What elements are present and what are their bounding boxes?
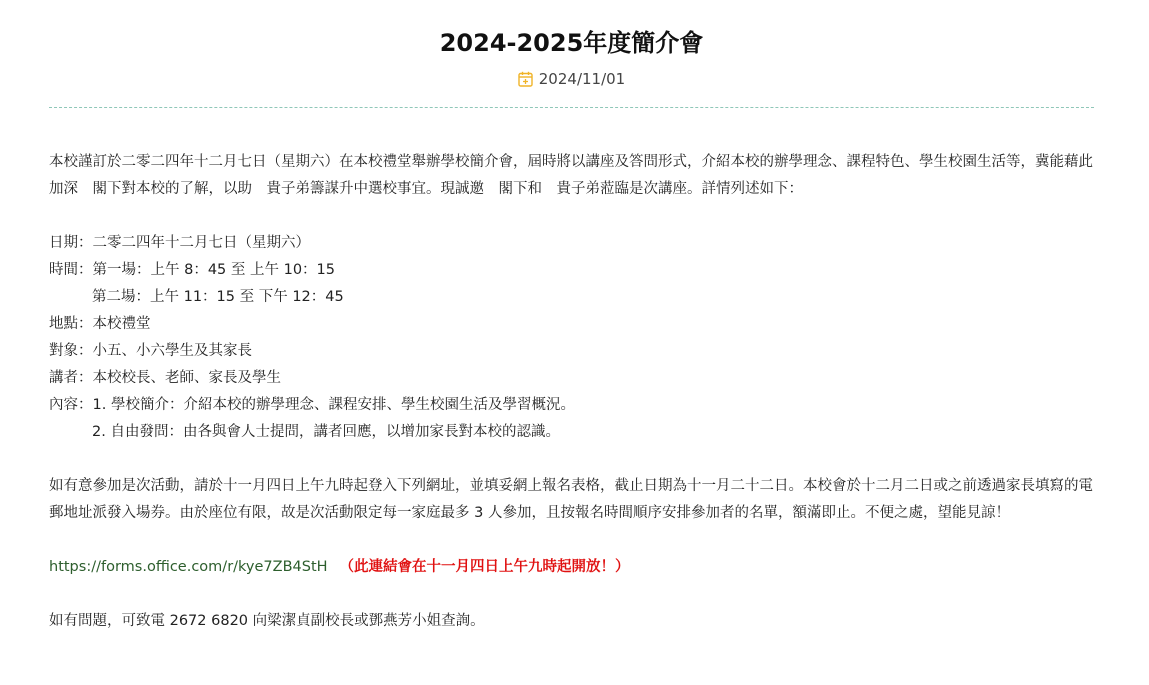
speaker-value: 本校校長、老師、家長及學生 <box>92 370 281 386</box>
content-item-2: 2. 自由發問：由各與會人士提問，講者回應，以增加家長對本校的認識。 <box>92 424 560 440</box>
date-value: 二零二四年十二月七日（星期六） <box>92 235 310 251</box>
detail-content <box>49 392 1094 419</box>
article <box>49 0 1094 635</box>
page-title: 2024-2025年度簡介會 <box>439 29 704 57</box>
detail-date <box>49 230 1094 257</box>
calendar-icon <box>518 71 533 87</box>
time-session-2: 第二場：上午 11：15 至 下午 12：45 <box>92 289 344 305</box>
detail-speaker <box>49 365 1094 392</box>
detail-audience <box>49 338 1094 365</box>
article-body <box>49 149 1094 635</box>
venue-label: 地點： <box>49 316 93 332</box>
content-label: 內容： <box>49 397 93 413</box>
post-meta <box>49 68 1094 90</box>
link-open-notice: （此連結會在十一月四日上午九時起開放！） <box>339 559 630 575</box>
detail-time-2 <box>49 284 1094 311</box>
registration-paragraph: 如有意參加是次活動，請於十一月四日上午九時起登入下列網址，並填妥網上報名表格，截止日期為十一月二十二日。本校會於十二月二日或之前透過家長填寫的電郵地址派發入場券。由於座位有限，故是次活動限定每一家庭最多 3 人參加，且按報名時間順序安排參加者的名單，額滿即止。不便之處，望能見諒！ <box>49 478 1093 521</box>
post-date: 2024/11/01 <box>538 70 626 88</box>
audience-label: 對象： <box>49 343 93 359</box>
detail-content-2 <box>49 419 1094 446</box>
date-label: 日期： <box>49 235 93 251</box>
content-item-1: 1. 學校簡介：介紹本校的辦學理念、課程安排、學生校園生活及學習概況。 <box>92 397 575 413</box>
link-paragraph <box>49 554 1094 581</box>
intro-paragraph: 本校謹訂於二零二四年十二月七日（星期六）在本校禮堂舉辦學校簡介會，屆時將以講座及答問形式，介紹本校的辦學理念、課程特色、學生校園生活等，冀能藉此加深 閣下對本校的了解，以助 貴子弟籌謀升中選校事宜。現誠邀 閣下和 貴子弟蒞臨是次講座。詳情列述如下： <box>49 154 1093 197</box>
speaker-label: 講者： <box>49 370 93 386</box>
time-label: 時間： <box>49 262 93 278</box>
audience-value: 小五、小六學生及其家長 <box>92 343 252 359</box>
venue-value: 本校禮堂 <box>92 316 151 332</box>
contact-paragraph: 如有問題，可致電 2672 6820 向梁潔貞副校長或鄧燕芳小姐查詢。 <box>49 613 485 629</box>
title-divider <box>49 107 1094 108</box>
detail-time <box>49 257 1094 284</box>
detail-venue <box>49 311 1094 338</box>
time-session-1: 第一場：上午 8：45 至 上午 10：15 <box>92 262 336 278</box>
registration-form-link[interactable]: https://forms.office.com/r/kye7ZB4StH <box>49 559 328 575</box>
